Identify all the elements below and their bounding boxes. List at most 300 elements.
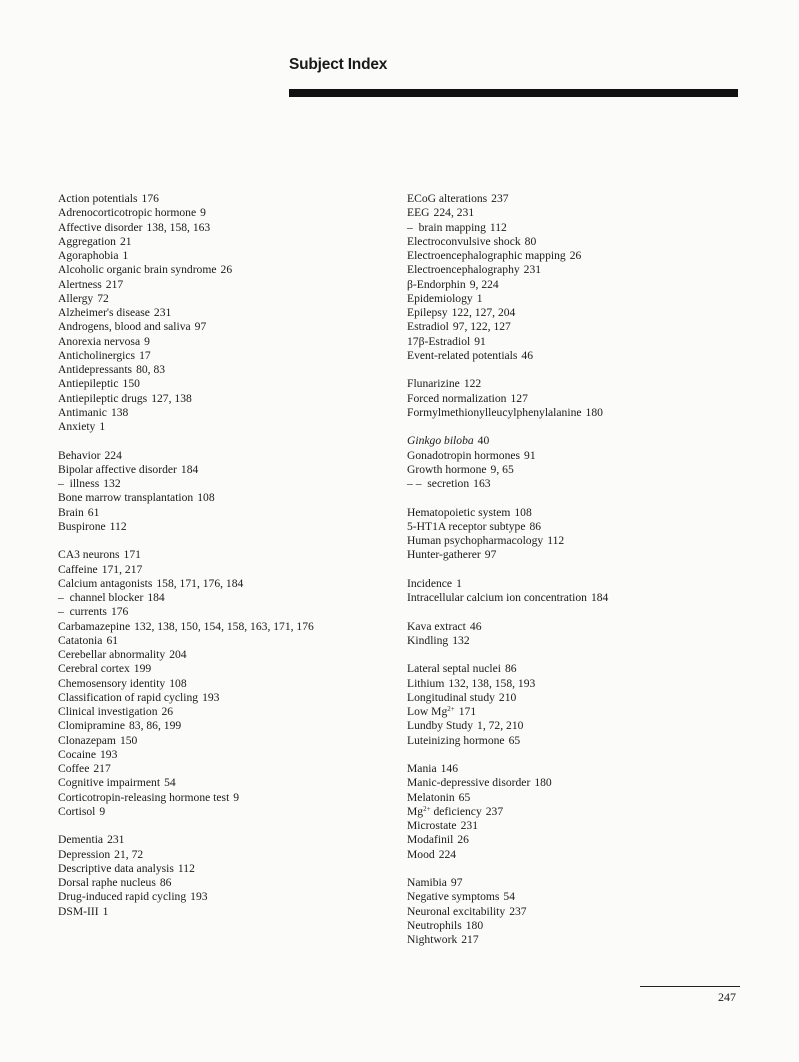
index-term: Intracellular calcium ion concentration — [407, 591, 587, 604]
page-refs: 199 — [133, 662, 152, 676]
index-term: Anorexia nervosa — [58, 334, 141, 348]
page-refs: 231 — [153, 306, 172, 319]
page-refs: 224 — [104, 448, 122, 462]
index-term: Mg — [407, 804, 424, 818]
page-refs: 54 — [503, 890, 516, 904]
page-refs: 26 — [220, 263, 233, 277]
index-term: Luteinizing hormone — [407, 733, 505, 747]
index-term: Clomipramine — [58, 719, 125, 733]
subentry-dash: – — [58, 477, 64, 490]
index-term: Ginkgo biloba — [407, 434, 474, 448]
page-refs: 112 — [489, 220, 507, 234]
index-term: Neutrophils — [407, 918, 462, 932]
index-entry — [407, 463, 747, 477]
index-entry — [58, 249, 378, 263]
index-entry — [407, 805, 747, 819]
index-entry — [407, 662, 747, 676]
index-entry — [407, 762, 747, 776]
index-entry — [407, 192, 747, 206]
page-refs: 112 — [547, 534, 565, 547]
index-term: ECoG alterations — [407, 192, 488, 205]
index-gap — [407, 648, 747, 662]
index-term: Growth hormone — [407, 462, 487, 476]
index-entry — [58, 463, 378, 477]
index-entry — [58, 719, 378, 733]
index-term: Bipolar affective disorder — [58, 462, 177, 476]
index-term: Drug-induced rapid cycling — [58, 890, 187, 904]
page-refs: 193 — [202, 690, 220, 704]
index-column-right — [407, 192, 747, 947]
index-entry — [407, 705, 747, 719]
index-entry — [58, 620, 378, 634]
index-term: Electroencephalographic mapping — [407, 249, 566, 262]
index-term: Melatonin — [407, 790, 455, 804]
index-column-left — [58, 192, 378, 919]
index-entry — [58, 890, 378, 904]
index-entry — [58, 876, 378, 890]
index-term: Neuronal excitability — [407, 904, 506, 918]
index-entry — [58, 905, 378, 919]
index-entry — [58, 206, 378, 220]
page-refs: 122, 127, 204 — [451, 306, 516, 319]
page-refs: 237 — [491, 192, 509, 205]
page-refs: 176 — [110, 605, 129, 619]
index-entry — [58, 805, 378, 819]
index-term: Mania — [407, 762, 437, 775]
index-gap — [407, 420, 747, 434]
page-refs: 138, 158, 163 — [146, 220, 211, 234]
index-term: Electroconvulsive shock — [407, 234, 521, 248]
page-refs: 150 — [119, 733, 138, 747]
index-term: EEG — [407, 206, 430, 220]
index-term: Dorsal raphe nucleus — [58, 876, 156, 889]
page-refs: 1 — [122, 249, 129, 262]
footer-rule — [640, 986, 740, 987]
index-entry — [58, 221, 378, 235]
page-refs: 46 — [521, 348, 534, 362]
index-term: Alzheimer's disease — [58, 306, 150, 319]
index-entry — [407, 620, 747, 634]
index-entry — [58, 491, 378, 505]
index-term: Cocaine — [58, 747, 96, 761]
page-refs: 122 — [463, 377, 482, 391]
index-term: Antidepressants — [58, 363, 133, 376]
index-entry — [58, 677, 378, 691]
page-refs: 21, 72 — [114, 847, 144, 861]
index-term: CA3 neurons — [58, 548, 120, 562]
page-refs: 9, 224 — [469, 277, 499, 291]
page-refs: 171 — [123, 548, 141, 562]
page-refs: 204 — [169, 648, 187, 661]
index-term: Lateral septal nuclei — [407, 662, 501, 676]
index-entry — [407, 719, 747, 733]
page-refs: 180 — [534, 776, 552, 790]
index-entry — [407, 221, 747, 235]
index-term: Incidence — [407, 576, 453, 590]
index-entry — [407, 890, 747, 904]
page-refs: 86 — [159, 876, 172, 889]
index-term: Carbamazepine — [58, 619, 131, 633]
page-refs: 158, 171, 176, 184 — [156, 576, 244, 590]
index-entry — [407, 249, 747, 263]
page-refs: 180 — [465, 918, 484, 932]
index-term: Mood — [407, 847, 435, 861]
page-refs: 237 — [509, 904, 527, 918]
page-refs: 184 — [590, 591, 609, 604]
index-term-continued: deficiency — [430, 804, 482, 818]
index-term: Epilepsy — [407, 306, 448, 319]
page-refs: 9 — [144, 334, 150, 348]
index-term: Electroencephalography — [407, 263, 520, 277]
index-term: Descriptive data analysis — [58, 861, 174, 875]
page-refs: 1, 72, 210 — [477, 719, 524, 733]
index-term: currents — [69, 605, 107, 619]
index-term: 5-HT1A receptor subtype — [407, 519, 526, 533]
index-term: Microstate — [407, 819, 457, 832]
index-entry — [58, 278, 378, 292]
page-refs: 17 — [139, 348, 151, 362]
index-term: Bone marrow transplantation — [58, 491, 194, 505]
superscript: 2+ — [423, 804, 431, 813]
index-term: Clonazepam — [58, 733, 116, 747]
index-term: secretion — [427, 477, 470, 490]
index-entry — [407, 449, 747, 463]
index-gap — [58, 534, 378, 548]
index-entry — [407, 377, 747, 391]
page-refs: 86 — [529, 519, 542, 533]
index-gap — [407, 563, 747, 577]
page-refs: 184 — [147, 591, 165, 604]
index-entry — [58, 862, 378, 876]
page-refs: 127 — [510, 391, 528, 405]
index-entry — [407, 905, 747, 919]
index-term: Calcium antagonists — [58, 576, 153, 590]
index-entry — [407, 577, 747, 591]
page-refs: 65 — [458, 790, 471, 804]
index-term: Cerebellar abnormality — [58, 648, 166, 661]
page-refs: 9 — [99, 804, 106, 818]
index-term: Brain — [58, 505, 84, 519]
index-term: Anticholinergics — [58, 348, 136, 362]
index-entry — [58, 734, 378, 748]
page-refs: 9, 65 — [490, 462, 514, 476]
index-entry — [58, 648, 378, 662]
index-term: Kindling — [407, 633, 449, 647]
index-term: Antiepileptic — [58, 377, 119, 391]
index-term: β-Endorphin — [407, 277, 466, 291]
index-entry — [58, 705, 378, 719]
index-entry — [58, 477, 378, 491]
index-entry — [407, 392, 747, 406]
index-entry — [58, 634, 378, 648]
page-refs: 9 — [233, 790, 240, 804]
page-refs: 132 — [103, 477, 121, 490]
index-entry — [58, 292, 378, 306]
page-refs: 54 — [164, 776, 176, 790]
index-term: Epidemiology — [407, 291, 473, 305]
index-term: Hematopoietic system — [407, 505, 511, 519]
page-refs: 210 — [498, 690, 517, 704]
page-refs: 180 — [585, 405, 603, 419]
subentry-dash: – – — [407, 477, 422, 490]
index-term: Androgens, blood and saliva — [58, 320, 191, 334]
index-entry — [58, 420, 378, 434]
page-refs: 9 — [200, 206, 206, 220]
page-refs: 171 — [458, 705, 477, 718]
page-refs: 1 — [456, 576, 462, 590]
index-term: Negative symptoms — [407, 890, 500, 904]
index-entry — [407, 591, 747, 605]
index-gap — [58, 434, 378, 448]
index-entry — [58, 691, 378, 705]
index-term: 17β-Estradiol — [407, 334, 471, 348]
index-term: Low Mg — [407, 705, 448, 718]
subentry-dash: – — [407, 220, 413, 234]
index-term: Allergy — [58, 291, 94, 305]
subentry-dash: – — [58, 591, 64, 604]
page-refs: 97 — [194, 320, 207, 334]
index-entry — [58, 392, 378, 406]
index-entry — [407, 278, 747, 292]
index-entry — [58, 662, 378, 676]
index-term: Cortisol — [58, 804, 96, 818]
index-term: Alcoholic organic brain syndrome — [58, 263, 217, 277]
page-refs: 171, 217 — [101, 562, 143, 576]
index-term: Antimanic — [58, 405, 107, 419]
index-entry — [407, 848, 747, 862]
page-refs: 217 — [105, 277, 124, 291]
index-entry — [407, 206, 747, 220]
page-title: Subject Index — [289, 56, 388, 73]
index-term: Human psychopharmacology — [407, 534, 544, 547]
index-gap — [407, 605, 747, 619]
title-rule — [289, 89, 738, 97]
page-refs: 146 — [440, 762, 459, 775]
page-refs: 1 — [102, 904, 109, 918]
index-term: DSM-III — [58, 904, 99, 918]
index-entry — [407, 548, 747, 562]
page-refs: 224, 231 — [433, 206, 475, 220]
index-term: Depression — [58, 847, 111, 861]
index-entry — [407, 335, 747, 349]
index-term: Antiepileptic drugs — [58, 391, 148, 405]
index-entry — [407, 434, 747, 448]
index-entry — [58, 363, 378, 377]
index-entry — [58, 548, 378, 562]
page-refs: 46 — [469, 619, 482, 633]
index-term: Action potentials — [58, 192, 138, 205]
page-refs: 176 — [141, 192, 159, 205]
page-refs: 193 — [190, 890, 208, 904]
index-term: Namibia — [407, 876, 447, 889]
index-entry — [58, 377, 378, 391]
page-refs: 40 — [477, 434, 490, 448]
page-refs: 132 — [452, 633, 470, 647]
index-entry — [58, 320, 378, 334]
page-refs: 83, 86, 199 — [128, 719, 182, 733]
page-refs: 132, 138, 150, 154, 158, 163, 171, 176 — [134, 619, 314, 633]
index-term: brain mapping — [418, 220, 486, 234]
page-refs: 112 — [177, 861, 195, 875]
index-gap — [407, 862, 747, 876]
page-refs: 231 — [523, 263, 542, 277]
index-entry — [58, 577, 378, 591]
page-refs: 217 — [93, 762, 111, 775]
page-refs: 112 — [109, 519, 127, 533]
index-entry — [58, 848, 378, 862]
index-entry — [407, 833, 747, 847]
page-refs: 193 — [100, 747, 118, 761]
index-entry — [58, 563, 378, 577]
page-refs: 91 — [474, 334, 486, 348]
index-term: Coffee — [58, 762, 90, 775]
index-entry — [58, 263, 378, 277]
index-term: Caffeine — [58, 562, 98, 576]
page-refs: 97, 122, 127 — [452, 320, 511, 334]
index-term: Clinical investigation — [58, 705, 158, 718]
index-term: Kava extract — [407, 619, 466, 633]
page-refs: 97 — [450, 876, 463, 889]
page-refs: 184 — [180, 462, 199, 476]
index-entry — [58, 776, 378, 790]
index-gap — [407, 748, 747, 762]
index-entry — [407, 933, 747, 947]
index-term: Agoraphobia — [58, 249, 119, 262]
page-refs: 163 — [473, 477, 491, 490]
index-entry — [407, 306, 747, 320]
page-refs: 150 — [122, 377, 140, 391]
index-entry — [407, 235, 747, 249]
index-term: Dementia — [58, 833, 104, 847]
index-entry — [407, 876, 747, 890]
index-entry — [58, 349, 378, 363]
page-refs: 108 — [169, 676, 187, 690]
index-entry — [407, 320, 747, 334]
page-refs: 231 — [107, 833, 125, 847]
index-entry — [407, 791, 747, 805]
page-refs: 127, 138 — [151, 391, 192, 405]
index-term: channel blocker — [69, 591, 144, 604]
page-refs: 1 — [476, 291, 483, 305]
index-entry — [58, 406, 378, 420]
page-refs: 86 — [505, 662, 517, 676]
page-refs: 217 — [461, 933, 479, 946]
index-entry — [58, 520, 378, 534]
page-refs: 108 — [514, 505, 532, 519]
page-refs: 61 — [106, 633, 119, 647]
index-term: Cognitive impairment — [58, 776, 161, 790]
page-refs: 237 — [485, 804, 504, 818]
index-entry — [407, 506, 747, 520]
index-term: Aggregation — [58, 234, 116, 248]
index-term: Buspirone — [58, 519, 106, 533]
subentry-dash: – — [58, 605, 64, 619]
index-entry — [58, 605, 378, 619]
page-refs: 21 — [119, 234, 132, 248]
index-term: Catatonia — [58, 633, 103, 647]
index-term: Lundby Study — [407, 719, 474, 733]
index-entry — [407, 734, 747, 748]
index-term: Anxiety — [58, 420, 96, 433]
index-entry — [58, 762, 378, 776]
page-refs: 72 — [97, 291, 109, 305]
page-refs: 108 — [197, 491, 215, 505]
page-refs: 91 — [524, 448, 536, 462]
index-entry — [407, 477, 747, 491]
superscript: 2+ — [447, 705, 455, 713]
index-term: Cerebral cortex — [58, 662, 130, 676]
index-gap — [407, 363, 747, 377]
index-term: Modafinil — [407, 833, 454, 847]
index-entry — [58, 306, 378, 320]
index-entry — [407, 534, 747, 548]
index-entry — [58, 335, 378, 349]
index-term: Chemosensory identity — [58, 676, 166, 690]
page-refs: 138 — [110, 405, 129, 419]
index-term: Affective disorder — [58, 220, 143, 234]
page-refs: 224 — [438, 847, 457, 861]
page-refs: 97 — [484, 548, 497, 562]
index-entry — [407, 691, 747, 705]
index-gap — [407, 491, 747, 505]
page-refs: 231 — [460, 819, 478, 832]
index-term: Behavior — [58, 448, 101, 462]
index-term: Lithium — [407, 676, 445, 690]
index-entry — [407, 919, 747, 933]
index-entry — [58, 748, 378, 762]
page-refs: 80 — [524, 234, 537, 248]
index-entry — [407, 263, 747, 277]
page-refs: 26 — [161, 705, 174, 718]
index-entry — [407, 677, 747, 691]
index-entry — [407, 520, 747, 534]
index-entry — [58, 591, 378, 605]
page-refs: 132, 138, 158, 193 — [448, 676, 536, 690]
index-entry — [407, 406, 747, 420]
index-term: Classification of rapid cycling — [58, 690, 199, 704]
index-term: Formylmethionylleucylphenylalanine — [407, 405, 582, 419]
index-term: Adrenocorticotropic hormone — [58, 206, 197, 220]
index-gap — [58, 819, 378, 833]
index-entry — [58, 506, 378, 520]
index-entry — [58, 192, 378, 206]
index-term: Alertness — [58, 277, 102, 291]
page-number: 247 — [718, 990, 736, 1004]
index-entry — [407, 819, 747, 833]
index-term: Event-related potentials — [407, 348, 518, 362]
index-term: Gonadotropin hormones — [407, 448, 521, 462]
index-term: Manic-depressive disorder — [407, 776, 531, 790]
page-refs: 26 — [569, 249, 582, 262]
index-entry — [407, 634, 747, 648]
index-term: Nightwork — [407, 933, 458, 946]
index-term: illness — [69, 477, 100, 490]
page-refs: 61 — [87, 505, 100, 519]
index-term: Forced normalization — [407, 391, 507, 405]
page-refs: 65 — [508, 733, 521, 747]
page-refs: 80, 83 — [136, 363, 166, 376]
index-term: Corticotropin-releasing hormone test — [58, 790, 230, 804]
index-term: Longitudinal study — [407, 690, 495, 704]
index-entry — [407, 349, 747, 363]
index-entry — [58, 791, 378, 805]
index-term: Flunarizine — [407, 377, 460, 391]
index-term: Hunter-gatherer — [407, 548, 481, 562]
index-entry — [58, 235, 378, 249]
index-entry — [407, 292, 747, 306]
page-refs: 1 — [99, 420, 106, 433]
index-entry — [407, 776, 747, 790]
